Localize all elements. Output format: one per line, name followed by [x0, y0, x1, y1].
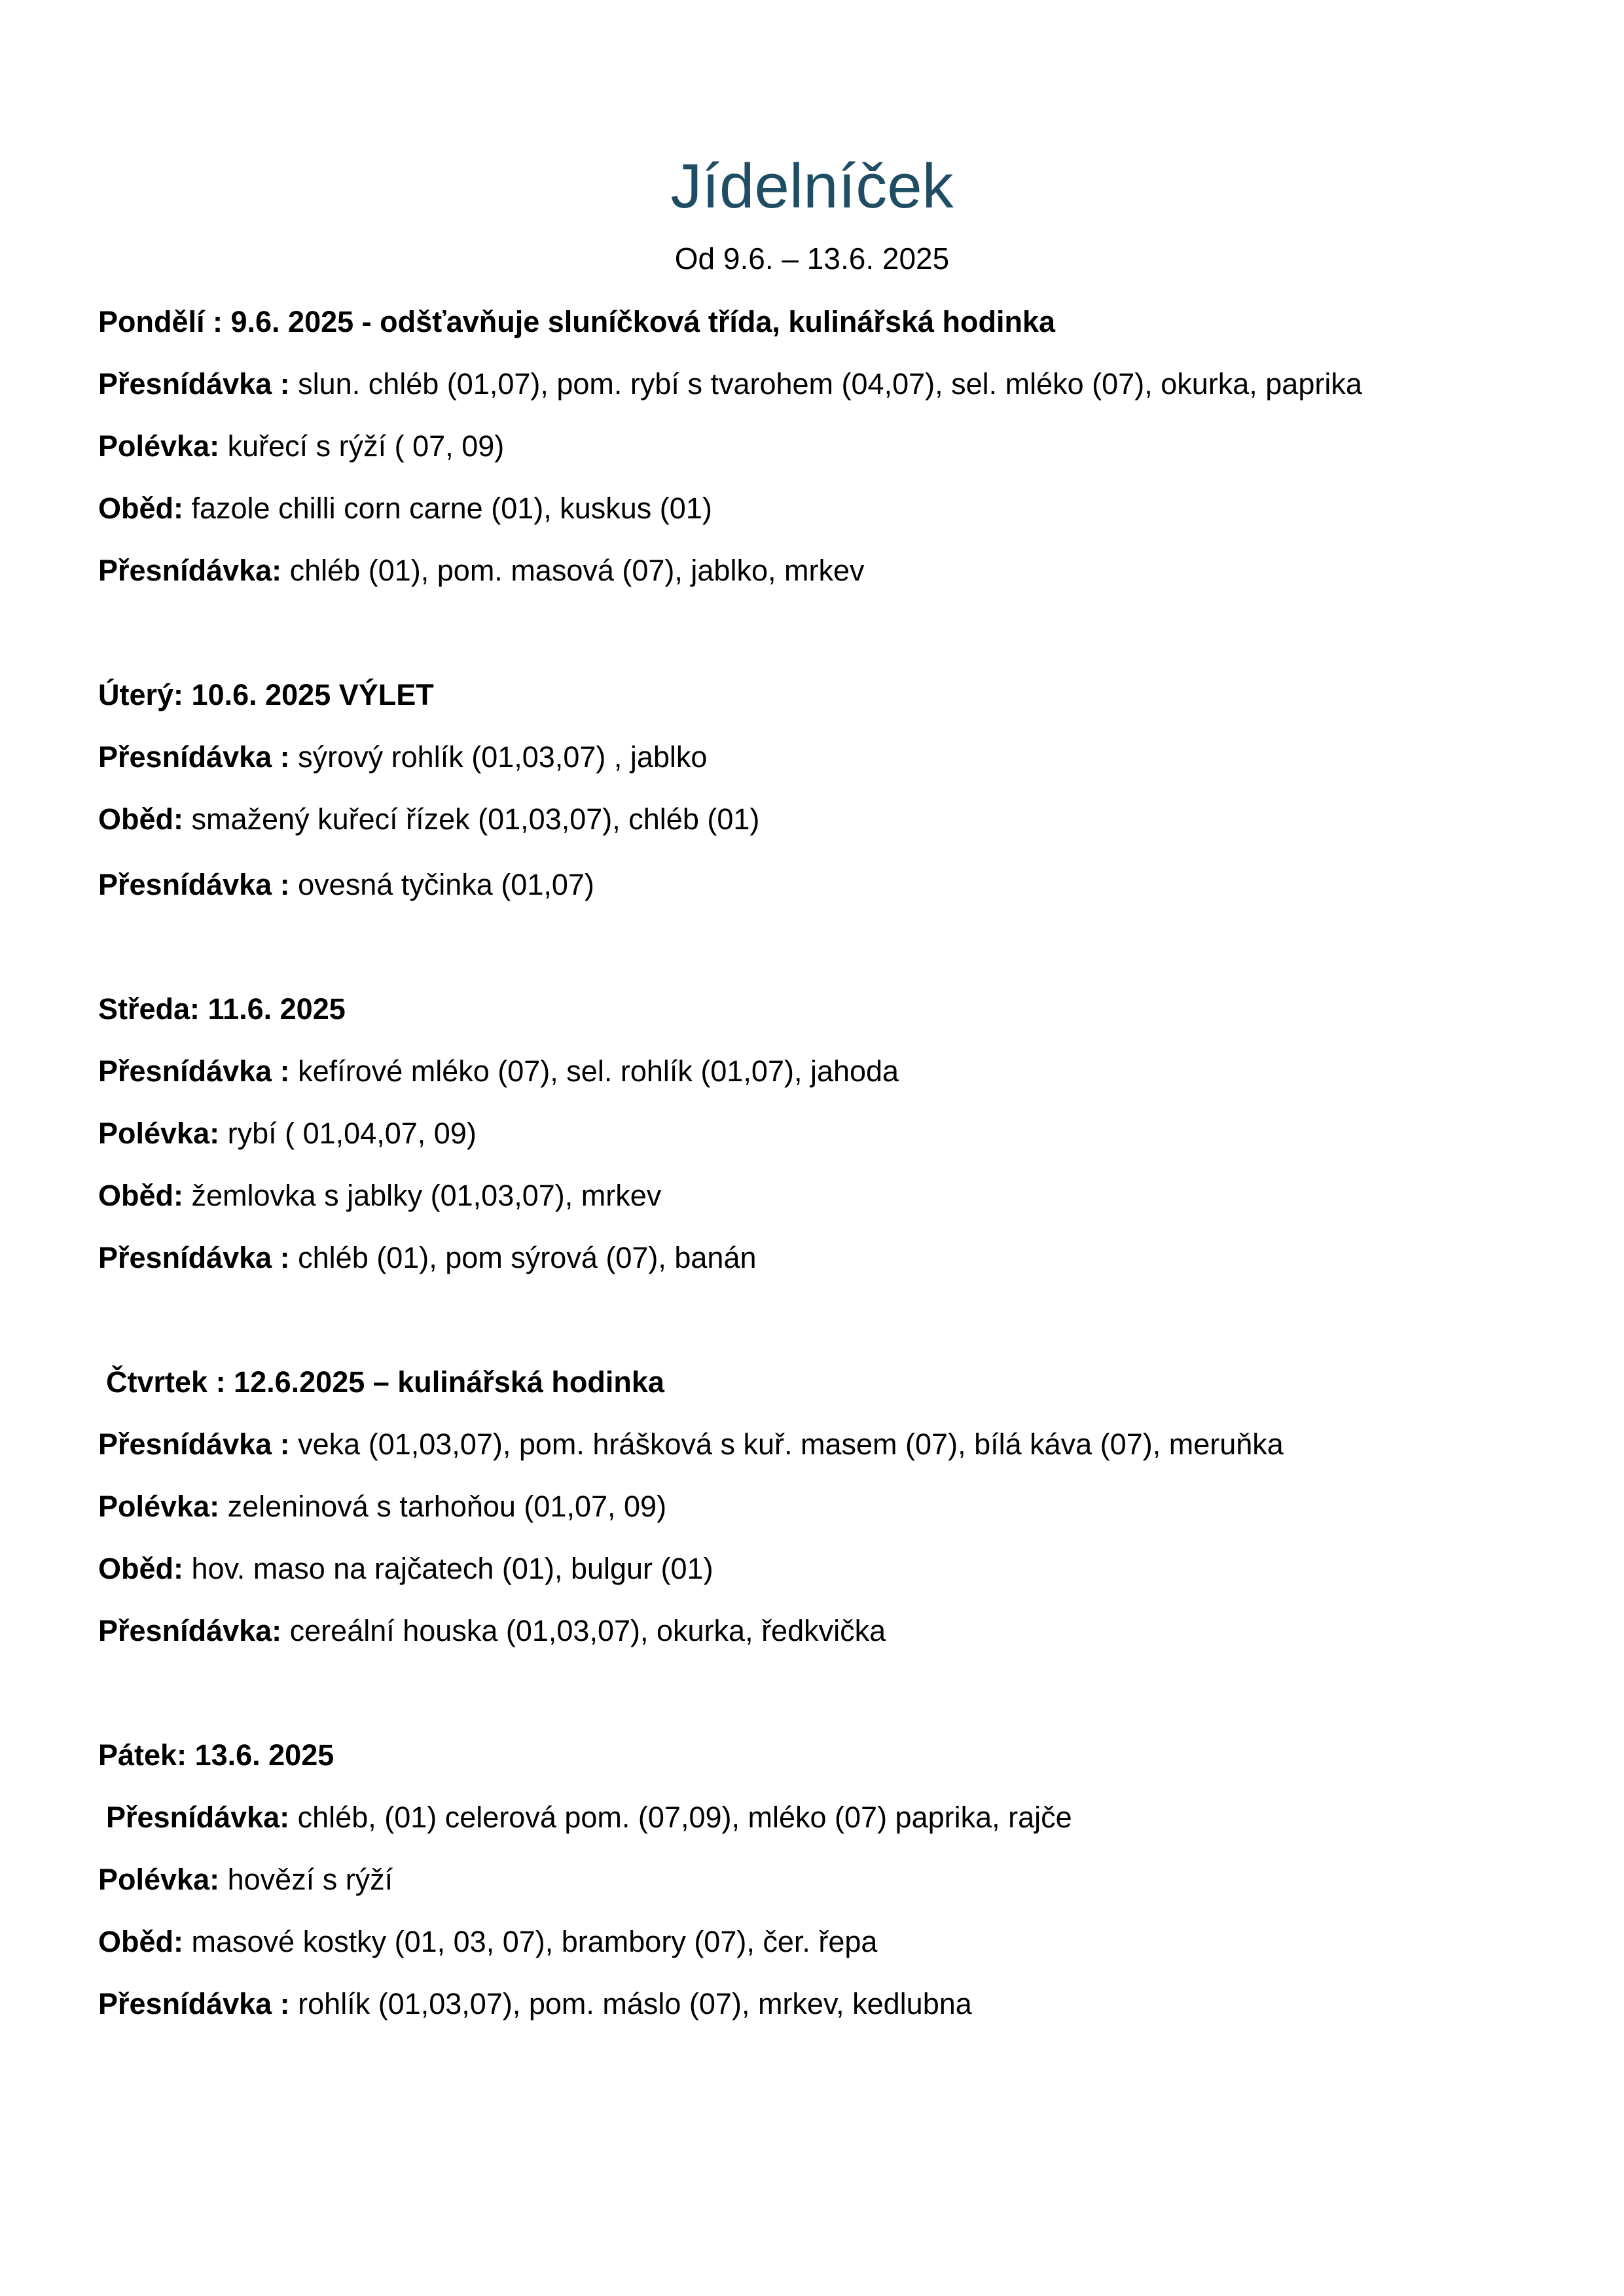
meal-text: zeleninová s tarhoňou (01,07, 09)	[219, 1490, 667, 1523]
page-title: Jídelníček	[670, 151, 954, 221]
meal-label: Oběd:	[98, 1552, 183, 1585]
meal-text: ovesná tyčinka (01,07)	[289, 868, 594, 901]
meal-text: rohlík (01,03,07), pom. máslo (07), mrkev, kedlubna	[289, 1987, 972, 2020]
day-heading-text: Úterý: 10.6. 2025 VÝLET	[98, 678, 434, 711]
meal-label: Přesnídávka :	[98, 740, 290, 774]
meal-text: hovězí s rýží	[219, 1863, 393, 1896]
meal-label: Polévka:	[98, 1490, 220, 1523]
meal-line	[98, 1922, 877, 1962]
meal-label: Oběd:	[98, 1925, 183, 1958]
meal-line	[98, 489, 712, 528]
meal-line	[98, 365, 1362, 404]
meal-label: Polévka:	[98, 1117, 220, 1150]
meal-line	[98, 1984, 972, 2024]
meal-text: fazole chilli corn carne (01), kuskus (01)	[183, 492, 712, 525]
meal-text: žemlovka s jablky (01,03,07), mrkev	[183, 1179, 662, 1212]
meal-label: Přesnídávka :	[98, 1427, 290, 1461]
meal-line	[98, 1238, 757, 1278]
meal-label: Přesnídávka :	[98, 367, 290, 401]
meal-label: Polévka:	[98, 1863, 220, 1896]
meal-line	[98, 1114, 477, 1153]
meal-text: sýrový rohlík (01,03,07) , jablko	[289, 740, 708, 774]
meal-text: hov. maso na rajčatech (01), bulgur (01)	[183, 1552, 713, 1585]
meal-line	[98, 1052, 899, 1091]
meal-line	[98, 1611, 886, 1651]
meal-label: Přesnídávka :	[98, 1054, 290, 1088]
meal-label: Přesnídávka:	[106, 1801, 290, 1834]
meal-line	[98, 1487, 666, 1526]
meal-line	[98, 738, 707, 777]
meal-text: slun. chléb (01,07), pom. rybí s tvarohem (04,07), sel. mléko (07), okurka, paprika	[289, 367, 1362, 401]
meal-line	[98, 800, 759, 839]
meal-text: kuřecí s rýží ( 07, 09)	[219, 429, 505, 463]
meal-text: chléb (01), pom sýrová (07), banán	[289, 1241, 757, 1274]
meal-label: Polévka:	[98, 429, 220, 463]
meal-label: Přesnídávka:	[98, 554, 282, 587]
meal-text: masové kostky (01, 03, 07), brambory (07), čer. řepa	[183, 1925, 878, 1958]
day-heading-wednesday	[98, 990, 346, 1029]
meal-text: chléb (01), pom. masová (07), jablko, mrkev	[281, 554, 865, 587]
day-heading-monday	[98, 302, 1055, 342]
meal-text: chléb, (01) celerová pom. (07,09), mléko (07) paprika, rajče	[289, 1801, 1072, 1834]
meal-label: Přesnídávka :	[98, 868, 290, 901]
meal-line	[98, 551, 865, 590]
meal-line	[98, 1176, 661, 1215]
meal-line	[98, 1860, 393, 1899]
meal-text: cereální houska (01,03,07), okurka, ředkvička	[281, 1614, 886, 1647]
meal-line	[98, 427, 504, 466]
day-heading-tuesday	[98, 675, 434, 715]
date-range-subtitle: Od 9.6. – 13.6. 2025	[674, 242, 950, 276]
day-heading-thursday	[106, 1363, 664, 1402]
meal-label: Přesnídávka :	[98, 1987, 290, 2020]
day-heading-friday	[98, 1736, 334, 1775]
meal-label: Přesnídávka :	[98, 1241, 290, 1274]
meal-label: Oběd:	[98, 802, 183, 836]
meal-label: Oběd:	[98, 1179, 183, 1212]
meal-text: rybí ( 01,04,07, 09)	[219, 1117, 477, 1150]
meal-text: veka (01,03,07), pom. hrášková s kuř. masem (07), bílá káva (07), meruňka	[289, 1427, 1284, 1461]
meal-line	[98, 865, 594, 905]
meal-line	[98, 1425, 1284, 1464]
meal-line	[98, 1549, 713, 1588]
meal-line	[106, 1798, 1072, 1837]
meal-label: Přesnídávka:	[98, 1614, 282, 1647]
meal-label: Oběd:	[98, 492, 183, 525]
day-heading-text: Pátek: 13.6. 2025	[98, 1738, 334, 1772]
day-heading-text: Čtvrtek : 12.6.2025 – kulinářská hodinka	[106, 1365, 664, 1399]
day-heading-text: Středa: 11.6. 2025	[98, 992, 346, 1026]
meal-text: kefírové mléko (07), sel. rohlík (01,07), jahoda	[289, 1054, 899, 1088]
day-heading-text: Pondělí : 9.6. 2025 - odšťavňuje sluníčková třída, kulinářská hodinka	[98, 305, 1056, 338]
meal-text: smažený kuřecí řízek (01,03,07), chléb (01)	[183, 802, 760, 836]
